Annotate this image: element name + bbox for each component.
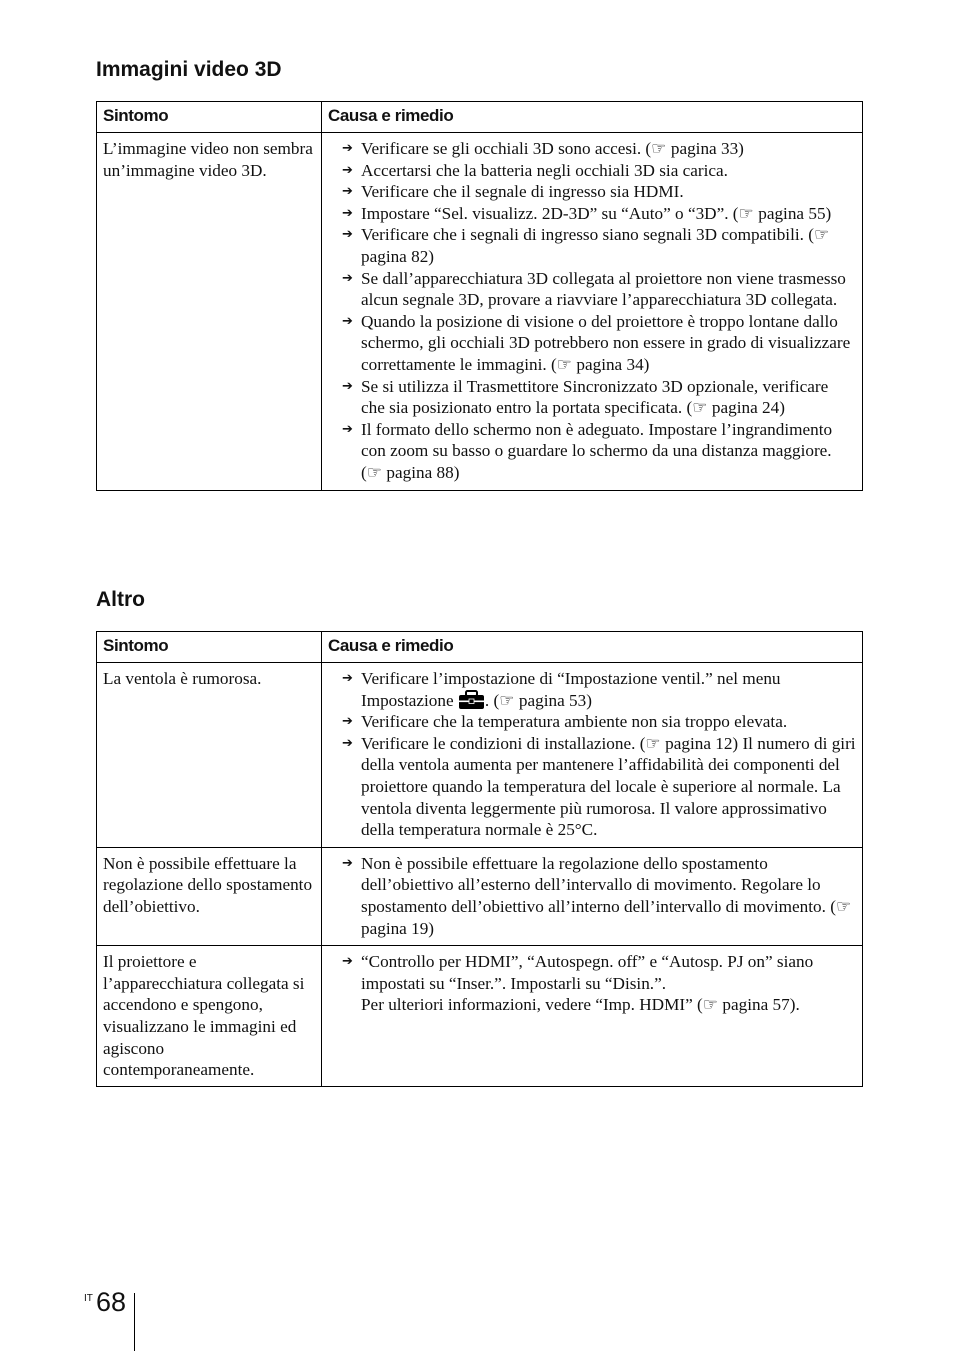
remedy-cell bbox=[322, 133, 863, 491]
remedy-item: ➔ Il formato dello schermo non è adeguato. Impostare l’ingrandimento con zoom su basso o guardare lo schermo da una distanza maggiore. (☞ pagina 88) bbox=[361, 419, 856, 484]
remedy-text: . (☞ pagina 53) bbox=[484, 690, 592, 710]
table-header-row bbox=[97, 102, 863, 133]
remedy-item: ➔ “Controllo per HDMI”, “Autospegn. off” e “Autosp. PJ on” siano impostati su “Inser.”. Impostarli su “Disin.”. bbox=[361, 951, 856, 994]
section-title-3d: Immagini video 3D bbox=[96, 58, 282, 81]
page-footer bbox=[84, 1287, 144, 1351]
remedy-item: ➔ Accertarsi che la batteria negli occhiali 3D sia carica. bbox=[361, 160, 856, 182]
remedy-list bbox=[328, 951, 856, 1016]
language-code: IT bbox=[84, 1293, 93, 1304]
remedy-list bbox=[328, 853, 856, 939]
table-row bbox=[97, 847, 863, 945]
remedy-cell bbox=[322, 946, 863, 1087]
remedy-list bbox=[328, 668, 856, 841]
remedy-cell bbox=[322, 847, 863, 945]
symptom-cell: Non è possibile effettuare la regolazione dello spostamento dell’obiettivo. bbox=[97, 847, 322, 945]
remedy-item: ➔ Impostare “Sel. visualizz. 2D-3D” su “Auto” o “3D”. (☞ pagina 55) bbox=[361, 203, 856, 225]
symptom-cell: L’immagine video non sembra un’immagine video 3D. bbox=[97, 133, 322, 491]
table-row bbox=[97, 133, 863, 491]
toolbox-icon bbox=[458, 690, 485, 710]
remedy-list bbox=[328, 138, 856, 484]
footer-divider bbox=[134, 1293, 135, 1351]
table-row bbox=[97, 663, 863, 848]
column-header-symptom: Sintomo bbox=[97, 632, 322, 663]
remedy-item: ➔ Se si utilizza il Trasmettitore Sincronizzato 3D opzionale, verificare che sia posizionato entro la portata specificata. (☞ pagina 24) bbox=[361, 376, 856, 419]
remedy-item: ➔ Quando la posizione di visione o del proiettore è troppo lontane dallo schermo, gli occhiali 3D potrebbero non essere in grado di visualizzare correttamente le immagini. (☞ pagina 34) bbox=[361, 311, 856, 376]
table-3d-troubleshooting bbox=[96, 101, 863, 491]
remedy-item: ➔ Verificare che il segnale di ingresso sia HDMI. bbox=[361, 181, 856, 203]
remedy-item: ➔ Verificare se gli occhiali 3D sono accesi. (☞ pagina 33) bbox=[361, 138, 856, 160]
column-header-remedy: Causa e rimedio bbox=[322, 102, 863, 133]
table-other-troubleshooting bbox=[96, 631, 863, 1087]
column-header-symptom: Sintomo bbox=[97, 102, 322, 133]
remedy-item: ➔ Verificare le condizioni di installazione. (☞ pagina 12) Il numero di giri della ventola aumenta per mantenere l’affidabilità dei componenti del proiettore quando la temperatura del locale è superiore al normale. La ventola diventa leggermente più rumorosa. Il valore approssimativo della temperatura normale è 25°C. bbox=[361, 733, 856, 841]
remedy-item bbox=[361, 668, 856, 711]
section-title-other: Altro bbox=[96, 588, 145, 611]
column-header-remedy: Causa e rimedio bbox=[322, 632, 863, 663]
table-row bbox=[97, 946, 863, 1087]
symptom-cell: Il proiettore e l’apparecchiatura collegata si accendono e spengono, visualizzano le immagini ed agiscono contemporaneamente. bbox=[97, 946, 322, 1087]
remedy-note: Per ulteriori informazioni, vedere “Imp. HDMI” (☞ pagina 57). bbox=[361, 995, 800, 1015]
remedy-item: ➔ Se dall’apparecchiatura 3D collegata al proiettore non viene trasmesso alcun segnale 3D, provare a riavviare l’apparecchiatura 3D collegata. bbox=[361, 268, 856, 311]
remedy-item: ➔ Non è possibile effettuare la regolazione dello spostamento dell’obiettivo all’esterno dell’intervallo di movimento. Regolare lo spostamento dell’obiettivo all’interno dell’intervallo di movimento. (☞ pagina 19) bbox=[361, 853, 856, 939]
remedy-item: ➔ Verificare che la temperatura ambiente non sia troppo elevata. bbox=[361, 711, 856, 733]
remedy-text: Verificare l’impostazione di “Impostazione ventil.” nel menu Impostazione bbox=[361, 669, 781, 710]
table-header-row bbox=[97, 632, 863, 663]
symptom-cell: La ventola è rumorosa. bbox=[97, 663, 322, 848]
page-number: 68 bbox=[96, 1287, 127, 1317]
remedy-cell bbox=[322, 663, 863, 848]
remedy-item: ➔ Verificare che i segnali di ingresso siano segnali 3D compatibili. (☞ pagina 82) bbox=[361, 224, 856, 267]
